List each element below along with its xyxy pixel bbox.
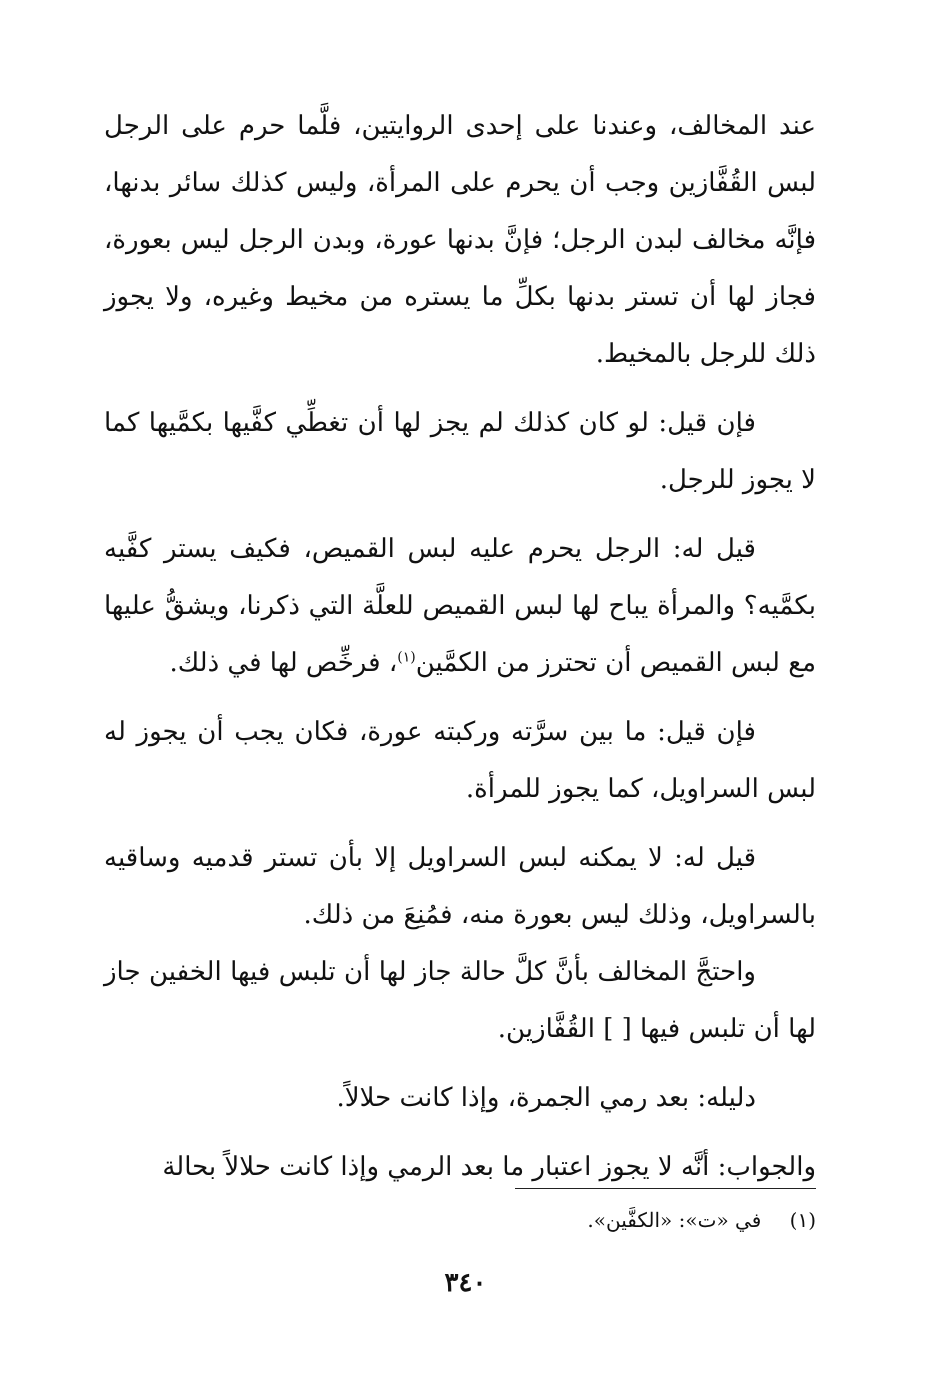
footnote-divider — [515, 1188, 816, 1189]
footnote-text: في «ت»: «الكفَّين». — [587, 1208, 762, 1232]
paragraph-6: واحتجَّ المخالف بأنَّ كلَّ حالة جاز لها أن تلبس فيها الخفين جاز لها أن تلبس فيها [ ] القُفَّازين. — [104, 957, 816, 1044]
footnote-number: (١) — [789, 1208, 816, 1232]
paragraph-7: دليله: بعد رمي الجمرة، وإذا كانت حلالاً. — [336, 1083, 756, 1113]
paragraph-3 — [104, 521, 816, 692]
page-number: ٣٤٠ — [444, 1268, 487, 1298]
paragraph-8: والجواب: أنَّه لا يجوز اعتبار ما بعد الرمي وإذا كانت حلالاً بحالة — [162, 1152, 816, 1182]
paragraph-5: قيل له: لا يمكنه لبس السراويل إلا بأن تستر قدميه وساقيه بالسراويل، وذلك ليس بعورة منه، فمُنِعَ من ذلك. — [104, 843, 816, 930]
footnote — [104, 1200, 816, 1240]
paragraph-3-body: قيل له: الرجل يحرم عليه لبس القميص، فكيف يستر كفَّيه بكمَّيه؟ والمرأة يباح لها لبس القميص للعلَّة التي ذكرنا، ويشقُّ عليها مع لبس القميص أن تحترز من الكمَّين — [104, 534, 816, 678]
paragraph-3-tail: ، فرخِّص لها في ذلك. — [169, 648, 398, 678]
main-text — [104, 98, 816, 1196]
paragraph-4: فإن قيل: ما بين سرَّته وركبته عورة، فكان يجب أن يجوز له لبس السراويل، كما يجوز للمرأة. — [104, 717, 816, 804]
paragraph-1: عند المخالف، وعندنا على إحدى الروايتين، فلَّما حرم على الرجل لبس القُفَّازين وجب أن يحرم على المرأة، وليس كذلك سائر بدنها، فإنَّه مخالف لبدن الرجل؛ فإنَّ بدنها عورة، وبدن الرجل ليس بعورة، فجاز لها أن تستر بدنها بكلِّ ما يستره من مخيط وغيره، ولا يجوز ذلك للرجل بالمخيط. — [104, 111, 816, 369]
paragraph-2: فإن قيل: لو كان كذلك لم يجز لها أن تغطِّي كفَّيها بكمَّيها كما لا يجوز للرجل. — [104, 408, 816, 495]
footnote-reference[interactable]: (١) — [397, 649, 416, 666]
